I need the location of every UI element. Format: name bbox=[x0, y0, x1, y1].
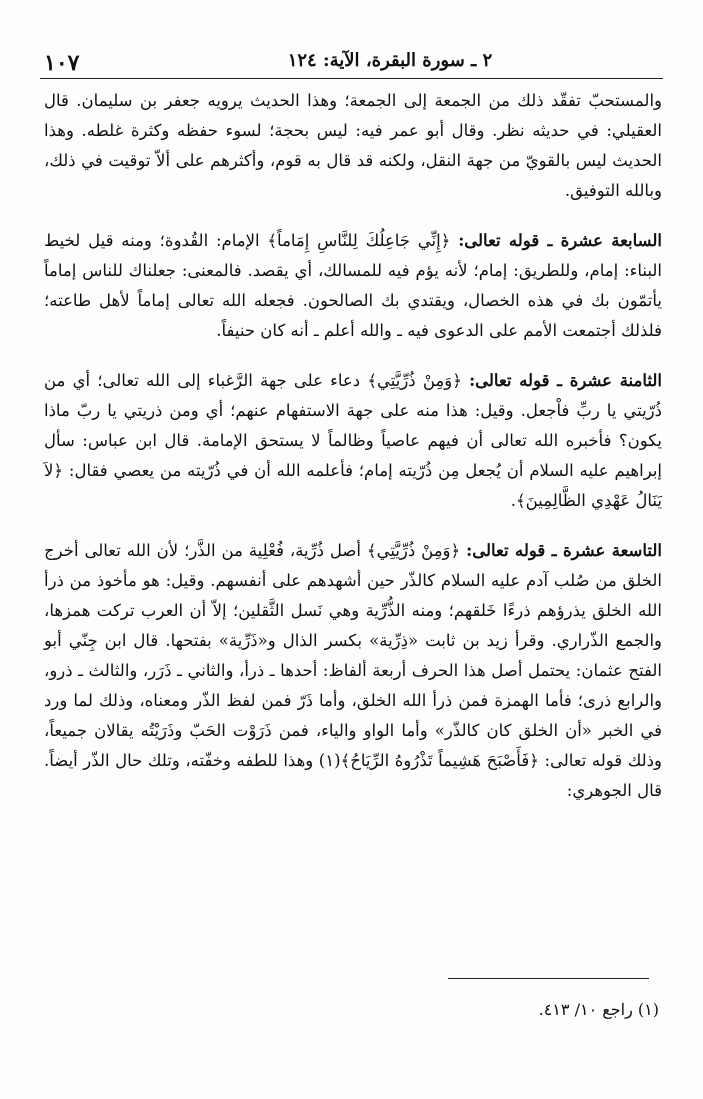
running-title: ٢ ـ سورة البقرة، الآية: ١٢٤ bbox=[287, 50, 493, 71]
paragraph-19th bbox=[44, 536, 662, 806]
section-lead: السابعة عشرة ـ قوله تعالى: bbox=[458, 231, 662, 250]
section-lead: الثامنة عشرة ـ قوله تعالى: bbox=[469, 371, 662, 390]
paragraph-text: ﴿وَمِنْ ذُرِّيَّتِي﴾ دعاء على جهة الرَّغباء إلى الله تعالى؛ أي من ذُرّيتي يا ربِّ فاْجعل. وقيل: هذا منه على جهة الاستفهام عنهم؛ أي ومن ذريتي يا ربّ ماذا يكون؟ فأخبره الله تعالى أن فيهم عاصياً وظالماً لا يستحق الإمامة. قال ابن عباس: سأل إبراهيم عليه السلام أن يُجعل مِن ذُرّيته إمام؛ فأعلمه الله أن في ذُرّيته من يعصي فقال: ﴿لاَ يَنَالُ عَهْدِي الظَّالِمِينَ﴾. bbox=[44, 371, 662, 510]
paragraph-text: ﴿وَمِنْ ذُرِّيَّتِي﴾ أصل ذُرِّية، فُعْلِية من الذَّر؛ لأن الله تعالى أخرج الخلق من صُلب آدم عليه السلام كالذّر حين أشهدهم على أنفسهم. وقيل: هو مأخوذ من ذرأ الله الخلق يذرؤهم ذرءًا خَلقهم؛ ومنه الذُّرِّية وهي نَسل الثَّقلين؛ إلاّ أن العرب تركت همزها، والجمع الذّراري. وقرأ زيد بن ثابت «ذِرِّية» بكسر الذال و«ذَرِّية» بفتحها. قال ابن جِنّي أبو الفتح عثمان: يحتمل أصل هذا الحرف أربعة ألفاظ: أحدها ـ ذرأ، والثاني ـ ذَرَر، والثالث ـ ذرو، والرابع ذرى؛ فأما الهمزة فمن ذرأ الله الخلق، وأما ذَرّ فمن لفظ الذّر ومعناه، وذلك لما ورد في الخبر «أن الخلق كان كالذّر» وأما الواو والياء، فمن ذَرَوْت الحَبّ وذَرَيْتُه يقالان جميعاً، وذلك قوله تعالى: ﴿فَأَصْبَحَ هَشِيماً تَذْرُوهُ الرِّيَاحُ﴾(١) وهذا للطفه وخفّته، وتلك حال الذّر أيضاً. قال الجوهري: bbox=[44, 541, 663, 800]
footnote-rule bbox=[448, 978, 649, 979]
running-header bbox=[40, 48, 663, 79]
page-number: ١٠٧ bbox=[44, 50, 80, 76]
section-lead: التاسعة عشرة ـ قوله تعالى: bbox=[466, 541, 662, 560]
paragraph-1: والمستحبّ تفقّد ذلك من الجمعة إلى الجمعة؛ وهذا الحديث يرويه جعفر بن سليمان. قال العقيلي: في حديثه نظر. وقال أبو عمر فيه: ليس بحجة؛ لسوء حفظه وكثرة غلطه. وهذا الحديث ليس بالقويّ من جهة النقل، ولكنه قد قال به قوم، وأكثرهم على ألاّ توقيت في ذلك، وبالله التوفيق. bbox=[44, 91, 662, 200]
paragraph-text: ﴿إِنِّي جَاعِلُكَ لِلنَّاسِ إِمَاماً﴾ الإمام: القُدوة؛ ومنه قيل لخيط البناء: إمام، وللطريق: إمام؛ لأنه يؤم فيه للمسالك، أي يقصد. فالمعنى: جعلناك للناس إماماً يأتمّون بك في هذه الخصال، ويقتدي بك الصالحون. فجعله الله تعالى إماماً لأهل طاعته؛ فلذلك أجتمعت الأمم على الدعوى فيه ـ والله أعلم ـ أنه كان حنيفاً. bbox=[44, 231, 662, 340]
footnote: (١) راجع ١٠/ ٤١٣. bbox=[538, 1000, 659, 1019]
paragraph-17th bbox=[44, 226, 662, 346]
paragraph-18th bbox=[44, 366, 662, 516]
page-body bbox=[44, 86, 662, 806]
